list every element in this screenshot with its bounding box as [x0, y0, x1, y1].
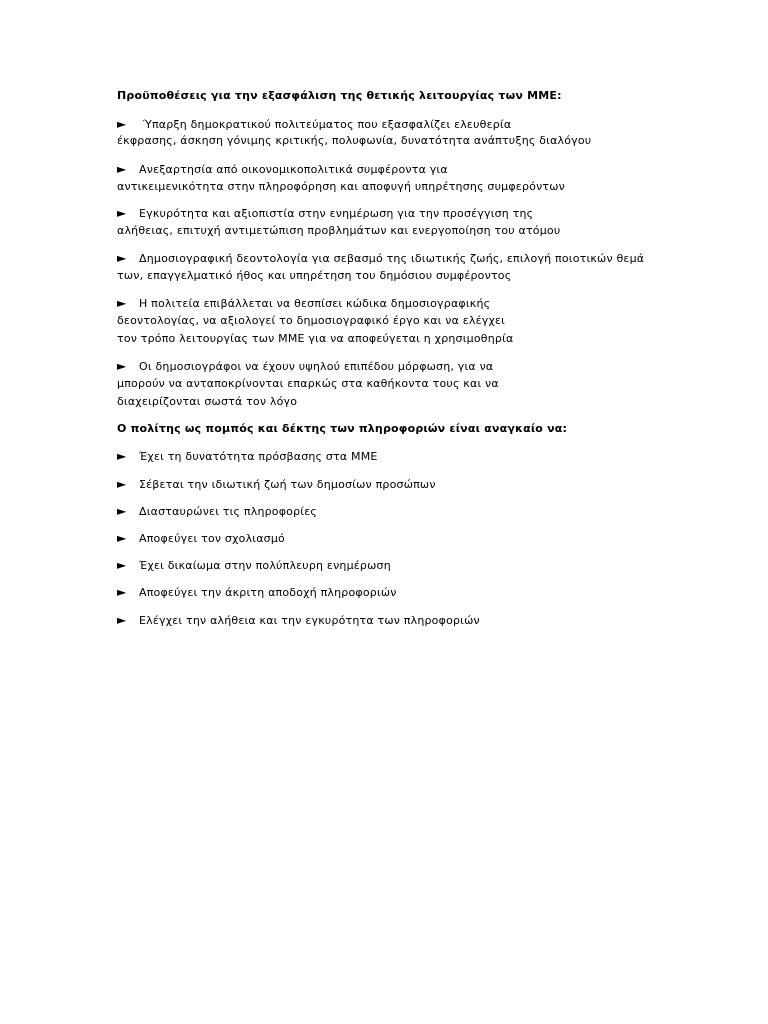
bullet-arrow-icon: ►	[117, 585, 127, 599]
bullet-line	[117, 613, 480, 628]
list-item-text: Ανεξαρτησία από οικονομικοπολιτικά συμφέροντα για	[139, 163, 448, 176]
list-item-text: Ύπαρξη δημοκρατικού πολιτεύματος που εξασφαλίζει ελευθερία	[139, 118, 512, 131]
bullet-line	[117, 117, 511, 132]
bullet-arrow-icon: ►	[117, 359, 127, 373]
bullet-arrow-icon: ►	[117, 613, 127, 627]
list-item-continuation: έκφρασης, άσκηση γόνιμης κριτικής, πολυφωνία, δυνατότητα ανάπτυξης διαλόγου	[117, 134, 592, 147]
bullet-line	[117, 585, 397, 600]
list-item-continuation: δεοντολογίας, να αξιολογεί το δημοσιογραφικό έργο και να ελέγχει	[117, 314, 506, 327]
bullet-arrow-icon: ►	[117, 449, 127, 463]
list-item-text: Οι δημοσιογράφοι να έχουν υψηλού επιπέδου μόρφωση, για να	[139, 360, 494, 373]
list-item-text: Διασταυρώνει τις πληροφορίες	[139, 505, 318, 518]
list-item-continuation: αλήθειας, επιτυχή αντιμετώπιση προβλημάτων και ενεργοποίηση του ατόμου	[117, 224, 561, 237]
bullet-line	[117, 251, 644, 266]
bullet-line	[117, 558, 391, 573]
bullet-line	[117, 359, 493, 374]
heading-prerequisites: Προϋποθέσεις για την εξασφάλιση της θετικής λειτουργίας των ΜΜΕ:	[117, 89, 562, 102]
bullet-line	[117, 504, 317, 519]
list-item-continuation: των, επαγγελματικό ήθος και υπηρέτηση του δημόσιου συμφέροντος	[117, 269, 512, 282]
list-item-text: Η πολιτεία επιβάλλεται να θεσπίσει κώδικα δημοσιογραφικής	[139, 297, 491, 310]
list-item-text: Έχει τη δυνατότητα πρόσβασης στα ΜΜΕ	[139, 450, 378, 463]
bullet-arrow-icon: ►	[117, 162, 127, 176]
heading-citizen: Ο πολίτης ως πομπός και δέκτης των πληροφοριών είναι αναγκαίο να:	[117, 422, 568, 435]
bullet-line	[117, 206, 533, 221]
list-item-text: Αποφεύγει την άκριτη αποδοχή πληροφοριών	[139, 586, 397, 599]
bullet-arrow-icon: ►	[117, 504, 127, 518]
bullet-arrow-icon: ►	[117, 531, 127, 545]
list-item-text: Ελέγχει την αλήθεια και την εγκυρότητα των πληροφοριών	[139, 614, 480, 627]
bullet-arrow-icon: ►	[117, 251, 127, 265]
bullet-arrow-icon: ►	[117, 206, 127, 220]
list-item-text: Σέβεται την ιδιωτική ζωή των δημοσίων προσώπων	[139, 478, 436, 491]
bullet-line	[117, 531, 285, 546]
bullet-arrow-icon: ►	[117, 477, 127, 491]
list-item-text: Αποφεύγει τον σχολιασμό	[139, 532, 285, 545]
bullet-arrow-icon: ►	[117, 558, 127, 572]
bullet-line	[117, 477, 436, 492]
list-item-continuation: τον τρόπο λειτουργίας των ΜΜΕ για να αποφεύγεται η χρησιμοθηρία	[117, 332, 514, 345]
bullet-arrow-icon: ►	[117, 117, 127, 131]
bullet-line	[117, 296, 490, 311]
list-item-text: Δημοσιογραφική δεοντολογία για σεβασμό της ιδιωτικής ζωής, επιλογή ποιοτικών θεμά	[139, 252, 645, 265]
bullet-line	[117, 162, 448, 177]
list-item-continuation: αντικειμενικότητα στην πληροφόρηση και αποφυγή υπηρέτησης συμφερόντων	[117, 180, 565, 193]
list-item-text: Εγκυρότητα και αξιοπιστία στην ενημέρωση για την προσέγγιση της	[139, 207, 534, 220]
list-item-continuation: διαχειρίζονται σωστά τον λόγο	[117, 395, 298, 408]
bullet-line	[117, 449, 378, 464]
list-item-text: Έχει δικαίωμα στην πολύπλευρη ενημέρωση	[139, 559, 391, 572]
list-item-continuation: μπορούν να ανταποκρίνονται επαρκώς στα καθήκοντα τους και να	[117, 377, 499, 390]
bullet-arrow-icon: ►	[117, 296, 127, 310]
